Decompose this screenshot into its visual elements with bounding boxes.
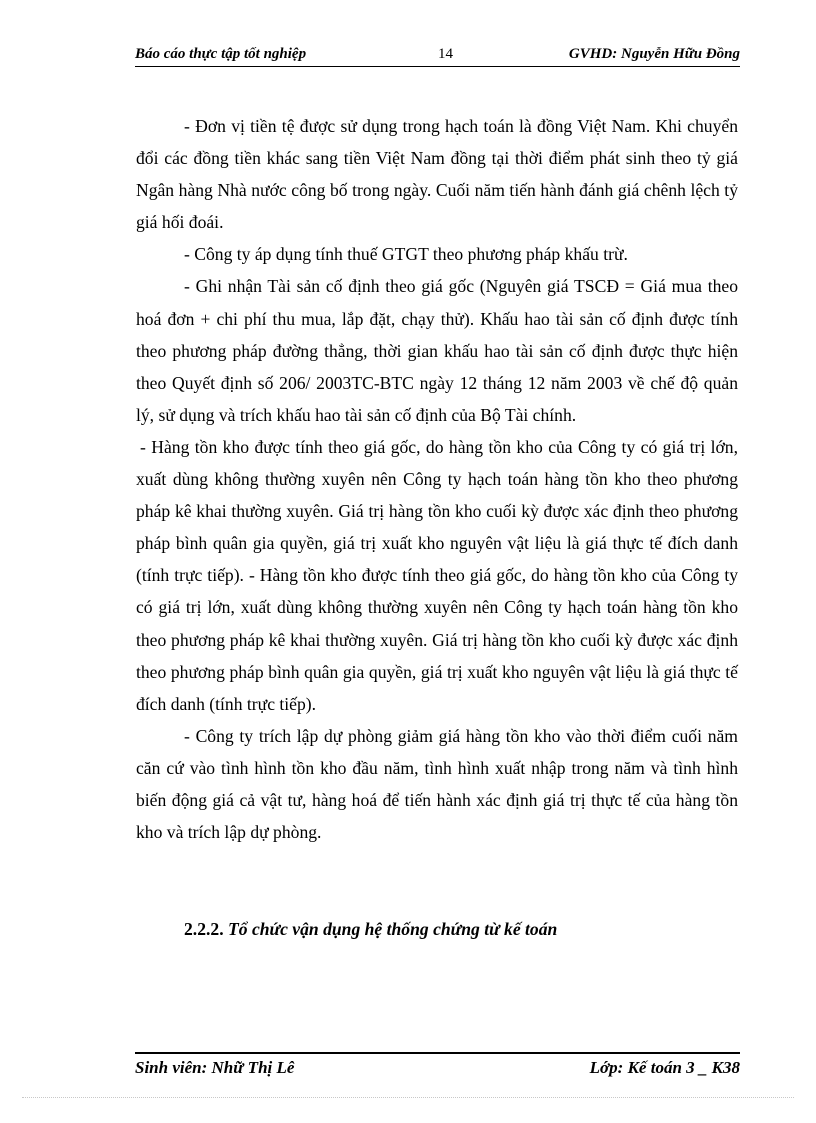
header-page-number: 14 (438, 46, 453, 62)
paragraph-fixed-assets: - Ghi nhận Tài sản cố định theo giá gốc (Nguyên giá TSCĐ = Giá mua theo hoá đơn + chi phí thu mua, lắp đặt, chạy thử). Khấu hao tài sản cố định được tính theo phương pháp đường thẳng, thời gian khấu hao tài sản cố định được thực hiện theo Quyết định số 206/ 2003TC-BTC ngày 12 tháng 12 năm 2003 về chế độ quản lý, sử dụng và trích khấu hao tài sản cố định của Bộ Tài chính. (136, 276, 738, 425)
paragraph-inventory: - Hàng tồn kho được tính theo giá gốc, do hàng tồn kho của Công ty có giá trị lớn, xuất dùng không thường xuyên nên Công ty hạch toán hàng tồn kho theo phương pháp kê khai thường xuyên. Giá trị hàng tồn kho cuối kỳ được xác định theo phương pháp bình quân gia quyền, giá trị xuất kho nguyên vật liệu là giá thực tế đích danh (tính trực tiếp). - Hàng tồn kho được tính theo giá gốc, do hàng tồn kho của Công ty có giá trị lớn, xuất dùng không thường xuyên nên Công ty hạch toán hàng tồn kho theo phương pháp kê khai thường xuyên. Giá trị hàng tồn kho cuối kỳ được xác định theo phương pháp bình quân gia quyền, giá trị xuất kho nguyên vật liệu là giá thực tế đích danh (tính trực tiếp). (136, 436, 738, 714)
paragraph-provision: - Công ty trích lập dự phòng giảm giá hàng tồn kho vào thời điểm cuối năm căn cứ vào tình hình tồn kho đầu năm, tình hình xuất nhập trong năm và tình hình biến động giá cả vật tư, hàng hoá để tiến hành xác định giá trị thực tế của hàng tồn kho và trích lập dự phòng. (136, 725, 738, 843)
section-number: 2.2.2. (184, 919, 224, 939)
section-heading (184, 913, 557, 945)
header-rule (135, 66, 740, 67)
page-header (135, 44, 740, 66)
page-footer (135, 1058, 740, 1082)
footer-rule (135, 1052, 740, 1054)
section-title: Tổ chức vận dụng hệ thống chứng từ kế toán (228, 919, 558, 939)
paragraph-vat: - Công ty áp dụng tính thuế GTGT theo phương pháp khấu trừ. (184, 244, 628, 265)
header-report-title: Báo cáo thực tập tốt nghiệp (135, 46, 307, 62)
footer-student: Sinh viên: Nhữ Thị Lê (135, 1058, 295, 1077)
header-supervisor: GVHD: Nguyễn Hữu Đồng (568, 46, 740, 62)
page-boundary-line (22, 1097, 794, 1098)
footer-class: Lớp: Kế toán 3 _ K38 (589, 1058, 740, 1077)
body-text (136, 110, 738, 848)
paragraph-currency: - Đơn vị tiền tệ được sử dụng trong hạch toán là đồng Việt Nam. Khi chuyển đổi các đồng tiền khác sang tiền Việt Nam đồng tại thời điểm phát sinh theo tỷ giá Ngân hàng Nhà nước công bố trong ngày. Cuối năm tiến hành đánh giá chênh lệch tỷ giá hối đoái. (136, 116, 738, 233)
